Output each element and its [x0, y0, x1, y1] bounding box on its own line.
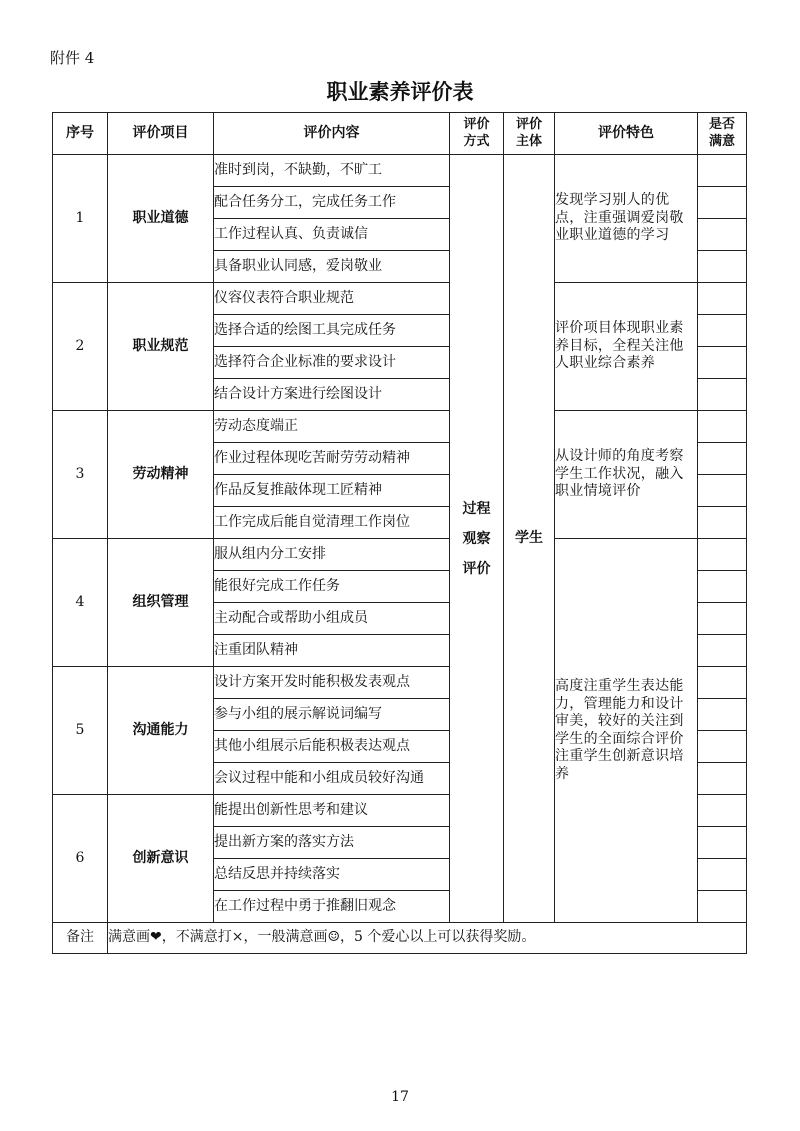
page-title: 职业素养评价表	[326, 80, 474, 104]
item-cell: 职业规范	[108, 283, 214, 411]
seq-cell: 3	[53, 411, 108, 539]
feature-line: 力，管理能力和设计	[555, 695, 684, 712]
feature-line: 从设计师的角度考察	[555, 448, 684, 465]
content-cell: 参与小组的展示解说词编写	[214, 699, 450, 731]
content-cell: 在工作过程中勇于推翻旧观念	[214, 891, 450, 923]
content-cell: 主动配合或帮助小组成员	[214, 603, 450, 635]
item-cell: 劳动精神	[108, 411, 214, 539]
satisfaction-cell[interactable]	[698, 635, 747, 667]
attachment-label: 附件 4	[50, 49, 95, 67]
header-subject-line2: 主体	[515, 134, 542, 150]
satisfaction-cell[interactable]	[698, 763, 747, 795]
method-line: 过程	[462, 500, 491, 517]
header-method	[450, 113, 504, 155]
satisfaction-cell[interactable]	[698, 891, 747, 923]
feature-line: 养目标，全程关注他	[555, 337, 684, 354]
table-row	[53, 283, 747, 315]
satisfaction-cell[interactable]	[698, 507, 747, 539]
header-row	[53, 113, 747, 155]
content-cell: 结合设计方案进行绘图设计	[214, 379, 450, 411]
satisfaction-cell[interactable]	[698, 859, 747, 891]
header-satisfied-line2: 满意	[708, 134, 735, 150]
satisfaction-cell[interactable]	[698, 603, 747, 635]
item-cell: 沟通能力	[108, 667, 214, 795]
content-cell: 选择符合企业标准的要求设计	[214, 347, 450, 379]
seq-cell: 4	[53, 539, 108, 667]
content-cell: 总结反思并持续落实	[214, 859, 450, 891]
satisfaction-cell[interactable]	[698, 667, 747, 699]
note-label: 备注	[53, 923, 108, 954]
table-row	[53, 539, 747, 571]
header-content: 评价内容	[214, 113, 450, 155]
item-cell: 创新意识	[108, 795, 214, 923]
content-cell: 能很好完成工作任务	[214, 571, 450, 603]
header-feature: 评价特色	[555, 113, 698, 155]
content-cell: 会议过程中能和小组成员较好沟通	[214, 763, 450, 795]
note-row	[53, 923, 747, 954]
content-cell: 工作完成后能自觉清理工作岗位	[214, 507, 450, 539]
content-cell: 其他小组展示后能积极表达观点	[214, 731, 450, 763]
feature-line: 养	[555, 765, 570, 782]
satisfaction-cell[interactable]	[698, 571, 747, 603]
content-cell: 设计方案开发时能积极发表观点	[214, 667, 450, 699]
satisfaction-cell[interactable]	[698, 347, 747, 379]
satisfaction-cell[interactable]	[698, 539, 747, 571]
satisfaction-cell[interactable]	[698, 699, 747, 731]
content-cell: 服从组内分工安排	[214, 539, 450, 571]
method-cell	[450, 155, 504, 923]
item-cell: 组织管理	[108, 539, 214, 667]
method-line: 评价	[462, 560, 491, 577]
seq-cell: 1	[53, 155, 108, 283]
content-cell: 作业过程体现吃苦耐劳劳动精神	[214, 443, 450, 475]
satisfaction-cell[interactable]	[698, 251, 747, 283]
feature-line: 学生的全面综合评价	[555, 730, 684, 747]
feature-line: 学生工作状况，融入	[555, 465, 684, 482]
content-cell: 仪容仪表符合职业规范	[214, 283, 450, 315]
page-number: 17	[391, 1089, 409, 1105]
content-cell: 能提出创新性思考和建议	[214, 795, 450, 827]
method-line: 观察	[462, 530, 491, 547]
content-cell: 提出新方案的落实方法	[214, 827, 450, 859]
content-cell: 劳动态度端正	[214, 411, 450, 443]
satisfaction-cell[interactable]	[698, 283, 747, 315]
feature-line: 点，注重强调爱岗敬	[555, 209, 684, 226]
content-cell: 工作过程认真、负责诚信	[214, 219, 450, 251]
header-satisfied	[698, 113, 747, 155]
satisfaction-cell[interactable]	[698, 411, 747, 443]
item-cell: 职业道德	[108, 155, 214, 283]
satisfaction-cell[interactable]	[698, 827, 747, 859]
feature-line: 审美，较好的关注到	[555, 713, 684, 729]
header-seq: 序号	[53, 113, 108, 155]
header-item: 评价项目	[108, 113, 214, 155]
seq-cell: 2	[53, 283, 108, 411]
seq-cell: 5	[53, 667, 108, 795]
content-cell: 选择合适的绘图工具完成任务	[214, 315, 450, 347]
feature-cell	[555, 539, 698, 923]
satisfaction-cell[interactable]	[698, 315, 747, 347]
feature-line: 高度注重学生表达能	[555, 678, 684, 694]
header-method-line2: 方式	[463, 134, 490, 150]
satisfaction-cell[interactable]	[698, 795, 747, 827]
feature-line: 注重学生创新意识培	[555, 748, 684, 764]
header-method-line1: 评价	[463, 117, 490, 133]
content-cell: 作品反复推敲体现工匠精神	[214, 475, 450, 507]
feature-line: 人职业综合素养	[555, 355, 656, 372]
subject-cell: 学生	[504, 155, 555, 923]
content-cell: 注重团队精神	[214, 635, 450, 667]
content-cell: 准时到岗，不缺勤，不旷工	[214, 155, 450, 187]
satisfaction-cell[interactable]	[698, 155, 747, 187]
table-row	[53, 411, 747, 443]
satisfaction-cell[interactable]	[698, 379, 747, 411]
header-satisfied-line1: 是否	[708, 117, 735, 133]
satisfaction-cell[interactable]	[698, 187, 747, 219]
content-cell: 具备职业认同感，爱岗敬业	[214, 251, 450, 283]
note-text: 满意画❤，不满意打×，一般满意画☺，5 个爱心以上可以获得奖励。	[108, 923, 747, 954]
seq-cell: 6	[53, 795, 108, 923]
satisfaction-cell[interactable]	[698, 443, 747, 475]
feature-cell	[555, 155, 698, 283]
header-subject-line1: 评价	[515, 117, 542, 133]
feature-cell	[555, 283, 698, 411]
header-subject	[504, 113, 555, 155]
feature-line: 职业情境评价	[555, 483, 641, 500]
satisfaction-cell[interactable]	[698, 219, 747, 251]
feature-cell	[555, 411, 698, 539]
evaluation-table	[52, 112, 747, 954]
satisfaction-cell[interactable]	[698, 731, 747, 763]
table-row	[53, 155, 747, 187]
feature-line: 评价项目体现职业素	[555, 320, 684, 337]
feature-line: 发现学习别人的优	[555, 192, 670, 209]
satisfaction-cell[interactable]	[698, 475, 747, 507]
feature-line: 业职业道德的学习	[555, 227, 670, 244]
content-cell: 配合任务分工，完成任务工作	[214, 187, 450, 219]
